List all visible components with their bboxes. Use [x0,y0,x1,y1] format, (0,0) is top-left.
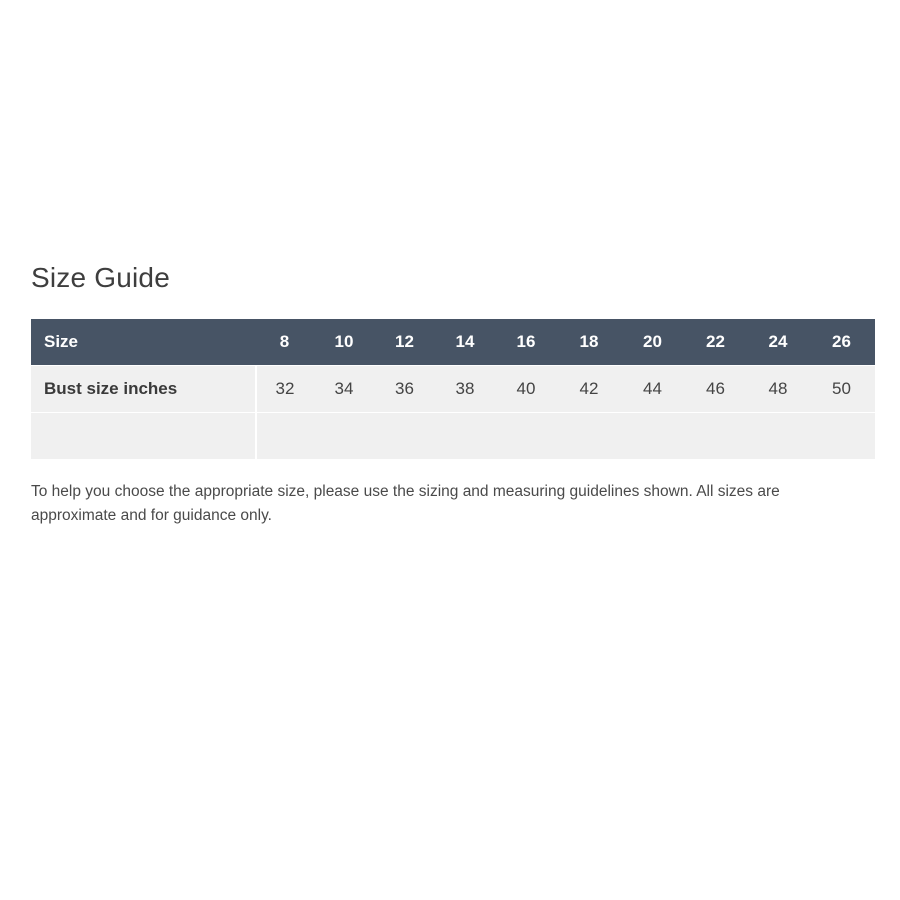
header-size-cell: 14 [455,331,475,351]
table-cell: 38 [434,365,496,412]
header-size-cell: 20 [643,331,662,351]
row-label [31,412,256,459]
table-cell: 42 [556,365,622,412]
header-size-cell: 18 [579,331,599,351]
header-size-cell: 8 [279,331,290,351]
header-size-cell: 12 [395,331,414,351]
header-size-cell: 26 [832,331,851,351]
table-cell-empty [256,412,875,459]
header-size-cell: 22 [706,331,725,351]
table-cell: 34 [313,365,375,412]
table-header-row [31,319,875,365]
table-cell: 48 [748,365,808,412]
header-size-label: Size [44,331,79,351]
table-row [31,365,875,412]
table-cell: 46 [683,365,748,412]
table-cell: 44 [622,365,683,412]
header-size-cell: 10 [334,331,354,351]
size-table [31,319,875,459]
table-cell: 40 [496,365,556,412]
page-title: Size Guide [31,262,170,293]
table-cell: 50 [808,365,875,412]
header-size-cell: 16 [516,331,536,351]
table-row [31,412,875,459]
sizing-note: To help you choose the appropriate size, please use the sizing and measuring guidelines shown. All sizes are approximate and for guidance only. [31,483,780,524]
table-cell: 36 [375,365,434,412]
table-cell: 32 [256,365,313,412]
header-size-cell: 24 [768,331,788,351]
row-label: Bust size inches [31,365,256,412]
